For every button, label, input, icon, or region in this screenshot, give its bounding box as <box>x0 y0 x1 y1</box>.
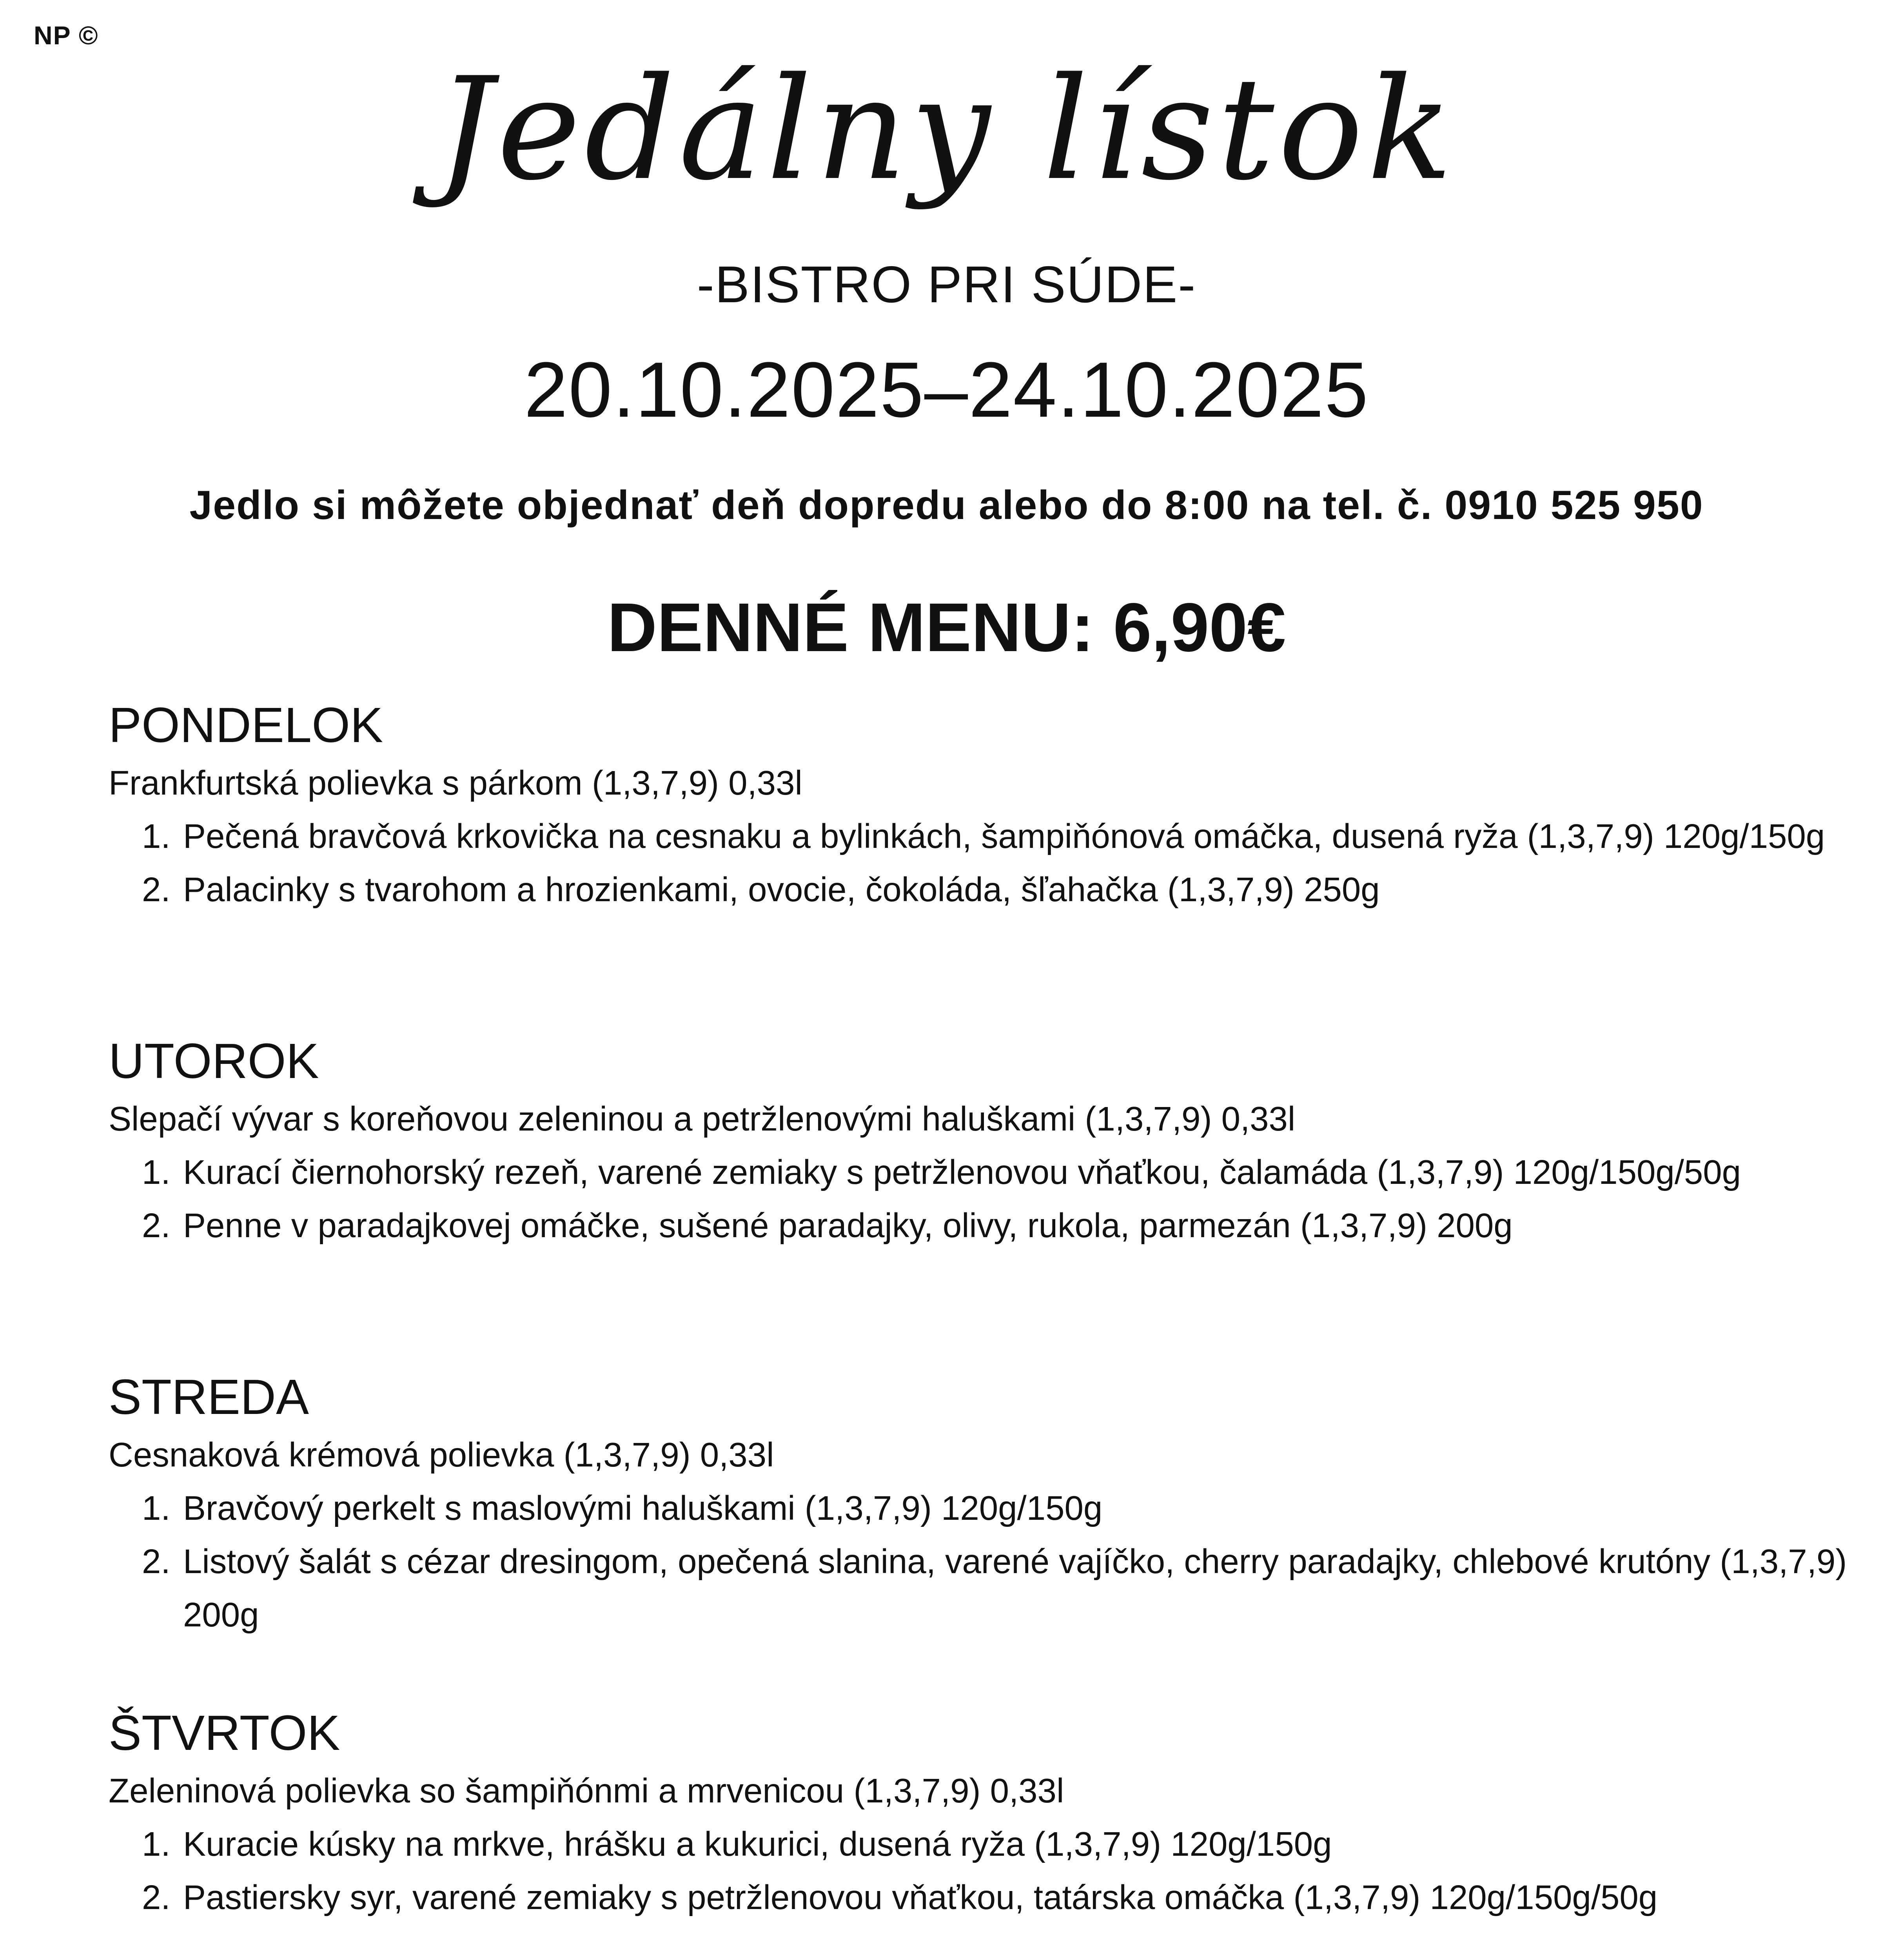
dish-number: 2. <box>142 1207 171 1245</box>
dish-item <box>109 1871 1853 1924</box>
dish-number: 2. <box>142 1543 171 1581</box>
dish-text: Penne v paradajkovej omáčke, sušené paradajky, olivy, rukola, parmezán (1,3,7,9) 200g <box>183 1207 1513 1245</box>
dish-item <box>109 1199 1853 1252</box>
dish-text: Pastiersky syr, varené zemiaky s petržlenovou vňaťkou, tatárska omáčka (1,3,7,9) 120g/150g/50g <box>183 1878 1658 1916</box>
page-title: Jedálny lístok <box>436 47 1457 211</box>
dish-text: Listový šalát s cézar dresingom, opečená slanina, varené vajíčko, cherry paradajky, chlebové krutóny (1,3,7,9) 200g <box>183 1543 1847 1634</box>
soup: Cesnaková krémová polievka (1,3,7,9) 0,33l <box>109 1436 774 1474</box>
dish-text: Bravčový perkelt s maslovými haluškami (1,3,7,9) 120g/150g <box>183 1489 1103 1527</box>
dish-text: Pečená bravčová krkovička na cesnaku a bylinkách, šampiňónová omáčka, dusená ryža (1,3,7,9) 120g/150g <box>183 817 1825 855</box>
dish-number: 1. <box>142 1489 171 1527</box>
dish-item <box>109 1818 1853 1871</box>
dish-item <box>109 1146 1853 1199</box>
soup: Zeleninová polievka so šampiňónmi a mrvenicou (1,3,7,9) 0,33l <box>109 1772 1064 1810</box>
bistro-name: -BISTRO PRI SÚDE- <box>697 256 1196 313</box>
dish-text: Kuracie kúsky na mrkve, hrášku a kukurici, dusená ryža (1,3,7,9) 120g/150g <box>183 1825 1332 1863</box>
day-tuesday <box>109 1030 1853 1366</box>
dish-item <box>109 1535 1853 1642</box>
day-name: ŠTVRTOK <box>109 1705 340 1760</box>
dish-number: 2. <box>142 871 171 909</box>
dish-item <box>109 810 1853 863</box>
menu-price: DENNÉ MENU: 6,90€ <box>607 589 1286 666</box>
dish-number: 1. <box>142 1825 171 1863</box>
day-name: STREDA <box>109 1369 309 1425</box>
dish-item <box>109 1482 1853 1535</box>
day-thursday <box>109 1702 1853 1960</box>
day-wednesday <box>109 1366 1853 1702</box>
soup: Slepačí vývar s koreňovou zeleninou a petržlenovými haluškami (1,3,7,9) 0,33l <box>109 1100 1296 1138</box>
dish-text: Palacinky s tvarohom a hrozienkami, ovocie, čokoláda, šľahačka (1,3,7,9) 250g <box>183 871 1380 909</box>
dish-number: 1. <box>142 817 171 855</box>
day-monday <box>109 694 1853 1030</box>
dish-text: Kurací čiernohorský rezeň, varené zemiaky s petržlenovou vňaťkou, čalamáda (1,3,7,9) 120g/150g/50g <box>183 1153 1741 1191</box>
dish-item <box>109 863 1853 916</box>
day-name: UTOROK <box>109 1033 319 1089</box>
dish-number: 1. <box>142 1153 171 1191</box>
order-info: Jedlo si môžete objednať deň dopredu alebo do 8:00 na tel. č. 0910 525 950 <box>189 483 1704 528</box>
date-range: 20.10.2025–24.10.2025 <box>524 346 1369 434</box>
soup: Frankfurtská polievka s párkom (1,3,7,9) 0,33l <box>109 764 802 802</box>
corner-mark: NP © <box>34 21 99 50</box>
day-name: PONDELOK <box>109 697 383 753</box>
days-list <box>109 694 1853 1960</box>
dish-number: 2. <box>142 1878 171 1916</box>
